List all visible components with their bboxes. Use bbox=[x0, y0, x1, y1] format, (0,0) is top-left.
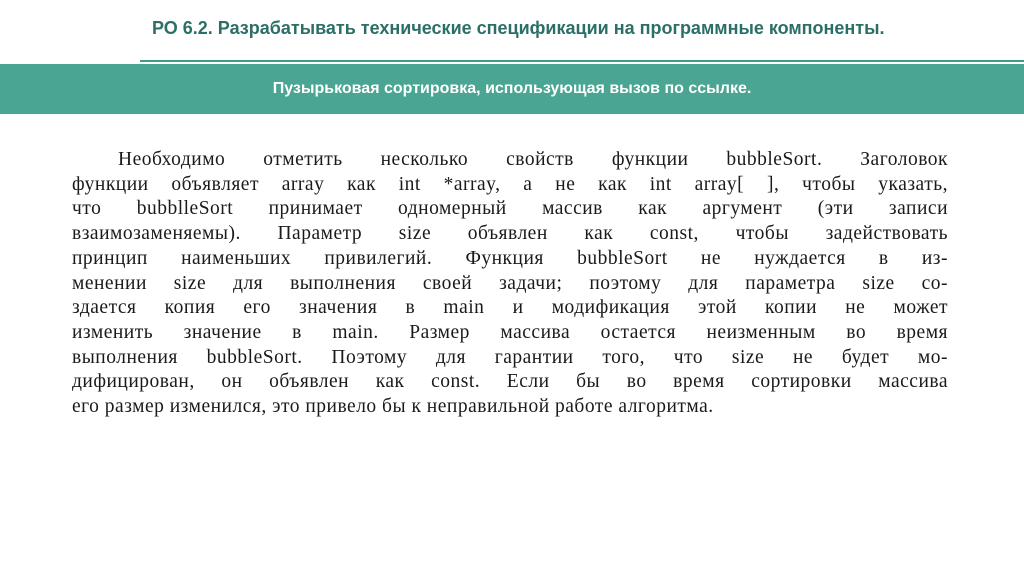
text-line: Необходимо отметить несколько свойств функции bubbleSort. Заголовок bbox=[118, 149, 948, 170]
title-divider bbox=[140, 60, 1024, 62]
text-line: выполнения bubbleSort. Поэтому для гарантии того, что size не будет мо- bbox=[72, 346, 948, 368]
text-line: изменить значение в main. Размер массива остается неизменным во время bbox=[72, 321, 948, 343]
text-line: принцип наименьших привилегий. Функция bubbleSort не нуждается в из- bbox=[72, 247, 948, 269]
text-line: взаимозаменяемы). Параметр size объявлен как const, чтобы задействовать bbox=[72, 223, 948, 245]
slide-title: РО 6.2. Разрабатывать технические спецификации на программные компоненты. bbox=[152, 18, 885, 38]
text-line: что bubblleSort принимает одномерный массив как аргумент (эти записи bbox=[72, 198, 948, 220]
text-line: дифицирован, он объявлен как const. Если бы во время сортировки массива bbox=[72, 371, 948, 393]
topic-banner-text: Пузырьковая сортировка, использующая вызов по ссылке. bbox=[272, 80, 752, 97]
scanned-text-block bbox=[72, 148, 952, 420]
text-line: менении size для выполнения своей задачи; поэтому для параметра size со- bbox=[72, 272, 948, 294]
text-line: здается копия его значения в main и модификация этой копии не может bbox=[72, 297, 948, 319]
topic-banner bbox=[0, 64, 1024, 114]
text-line: функции объявляет array как int *array, а не как int array[ ], чтобы указать, bbox=[72, 173, 948, 195]
text-line: его размер изменился, это привело бы к неправильной работе алгоритма. bbox=[72, 396, 714, 418]
